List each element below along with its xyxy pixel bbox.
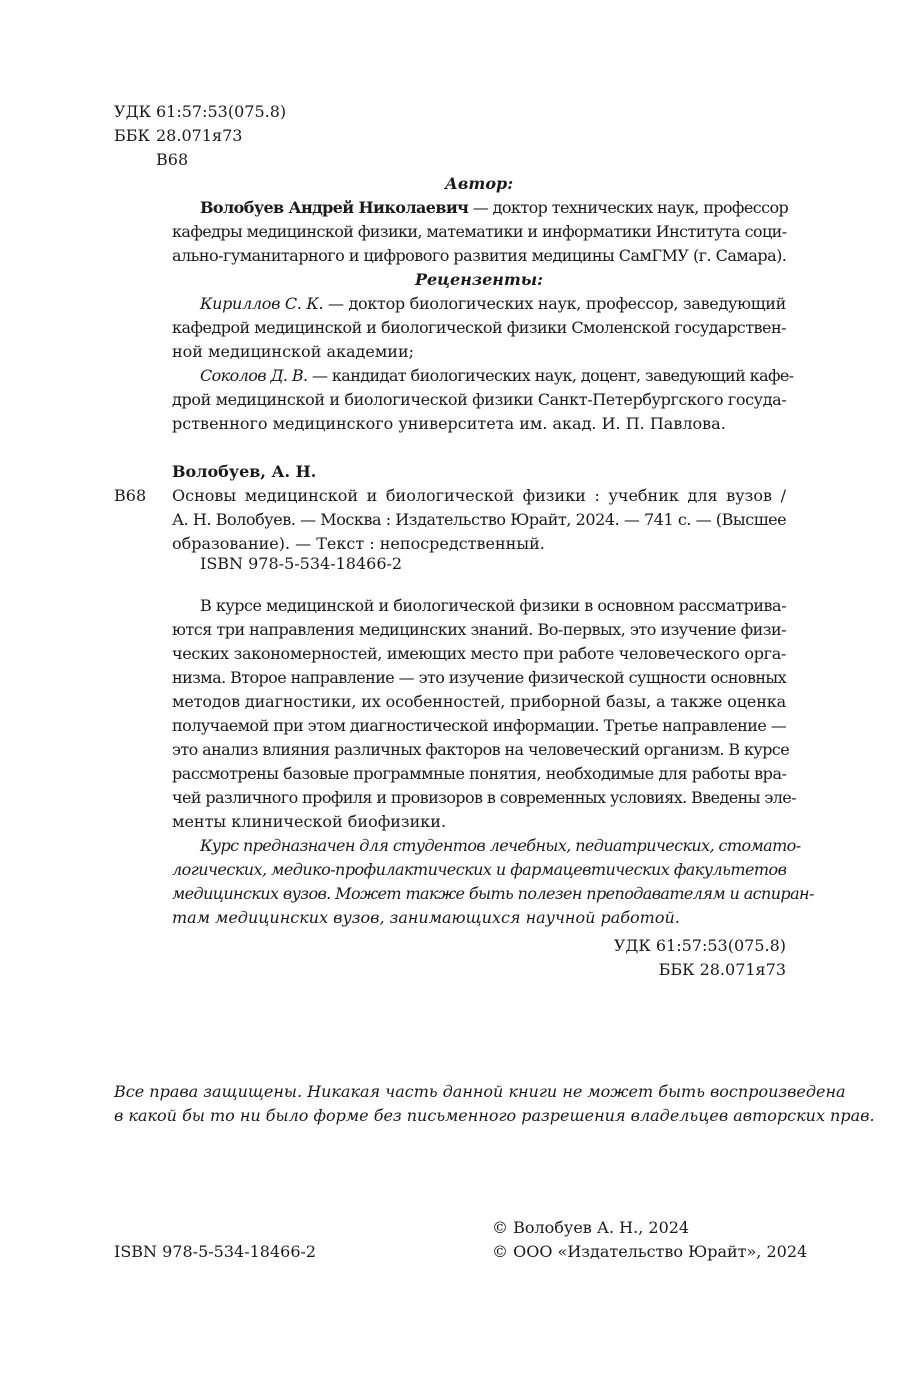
copyright-author: © Волобуев А. Н., 2024	[492, 1218, 690, 1237]
annotation-line: получаемой при этом диагностической информации. Третье направление —	[172, 716, 787, 735]
udk-right: УДК 61:57:53(075.8)	[613, 936, 786, 955]
bibliographic-author: Волобуев, А. Н.	[172, 462, 317, 481]
reviewer1-line-0: — доктор биологических наук, профессор, заведующий	[323, 294, 787, 313]
reviewer2-line-2: рственного медицинского университета им. акад. И. П. Павлова.	[172, 414, 726, 433]
author-line-2: ально-гуманитарного и цифрового развития медицины СамГМУ (г. Самара).	[172, 246, 787, 265]
annotation-line: менты клинической биофизики.	[172, 812, 447, 831]
rights-line-2: в какой бы то ни было форме без письменного разрешения владельцев авторских прав.	[114, 1106, 875, 1125]
author-name: Волобуев Андрей Николаевич	[200, 198, 469, 217]
udk-row	[114, 100, 286, 124]
annotation-line: ческих закономерностей, имеющих место при работе человеческого орга-	[172, 644, 786, 663]
annotation-line: ются три направления медицинских знаний. Во-первых, это изучение физи-	[172, 620, 786, 639]
reviewer1-line-2: ной медицинской академии;	[172, 342, 414, 361]
footer-isbn: ISBN 978-5-534-18466-2	[114, 1242, 317, 1261]
bibliographic-line-1: А. Н. Волобуев. — Москва : Издательство Юрайт, 2024. — 741 с. — (Высшее	[172, 510, 787, 529]
reviewer2-line-0: — кандидат биологических наук, доцент, заведующий кафе-	[307, 366, 794, 385]
udk-value: 61:57:53(075.8)	[156, 102, 287, 121]
reviewers-heading: Рецензенты:	[414, 270, 544, 289]
author-paragraph	[172, 196, 789, 268]
bbk-row	[114, 124, 286, 148]
udk-label: УДК	[114, 102, 151, 121]
annotation-line: низма. Второе направление — это изучение физической сущности основных	[172, 668, 786, 687]
copyright-publisher: © ООО «Издательство Юрайт», 2024	[492, 1242, 808, 1261]
bibliographic-mark: В68	[114, 486, 147, 505]
bibliographic-line-0: Основы медицинской и биологической физики : учебник для вузов /	[172, 486, 786, 505]
annotation-paragraph-2	[172, 834, 814, 930]
annotation-italic-line: Курс предназначен для студентов лечебных, педиатрических, стомато-	[200, 836, 801, 855]
author-mark-row	[114, 148, 286, 172]
author-mark: В68	[156, 150, 189, 169]
bbk-label: ББК	[114, 126, 150, 145]
author-line-0: — доктор технических наук, профессор	[468, 198, 789, 217]
annotation-line: методов диагностики, их особенностей, приборной базы, а также оценка	[172, 692, 787, 711]
rights-notice	[114, 1080, 875, 1128]
bbk-value: 28.071я73	[156, 126, 243, 145]
classification-right	[614, 934, 786, 982]
annotation-italic-line: логических, медико-профилактических и фармацевтических факультетов	[172, 860, 787, 879]
annotation-line: рассмотрены базовые программные понятия, необходимые для работы вра-	[172, 764, 787, 783]
author-line-1: кафедры медицинской физики, математики и информатики Института соци-	[172, 222, 787, 241]
reviewer1-paragraph	[172, 292, 786, 364]
reviewer2-name: Соколов Д. В.	[200, 366, 308, 385]
bibliographic-line-2: образование). — Текст : непосредственный.	[172, 534, 545, 553]
bibliographic-record	[172, 484, 786, 556]
classification-block	[114, 100, 286, 172]
annotation-line: В курсе медицинской и биологической физики в основном рассматрива-	[200, 596, 786, 615]
annotation-italic-line: там медицинских вузов, занимающихся научной работой.	[172, 908, 680, 927]
bibliographic-isbn: ISBN 978-5-534-18466-2	[200, 554, 403, 573]
annotation-paragraph-1	[172, 594, 796, 834]
reviewer1-line-1: кафедрой медицинской и биологической физики Смоленской государствен-	[172, 318, 786, 337]
author-heading: Автор:	[444, 174, 514, 193]
annotation-line: это анализ влияния различных факторов на человеческий организм. В курсе	[172, 740, 790, 759]
reviewer1-name: Кириллов С. К.	[200, 294, 324, 313]
rights-line-1: Все права защищены. Никакая часть данной книги не может быть воспроизведена	[114, 1082, 846, 1101]
reviewer2-line-1: дрой медицинской и биологической физики Санкт-Петербургского госуда-	[172, 390, 787, 409]
annotation-italic-line: медицинских вузов. Может также быть полезен преподавателям и аспиран-	[172, 884, 814, 903]
bbk-right: ББК 28.071я73	[658, 960, 786, 979]
reviewer2-paragraph	[172, 364, 794, 436]
annotation-line: чей различного профиля и провизоров в современных условиях. Введены эле-	[172, 788, 796, 807]
